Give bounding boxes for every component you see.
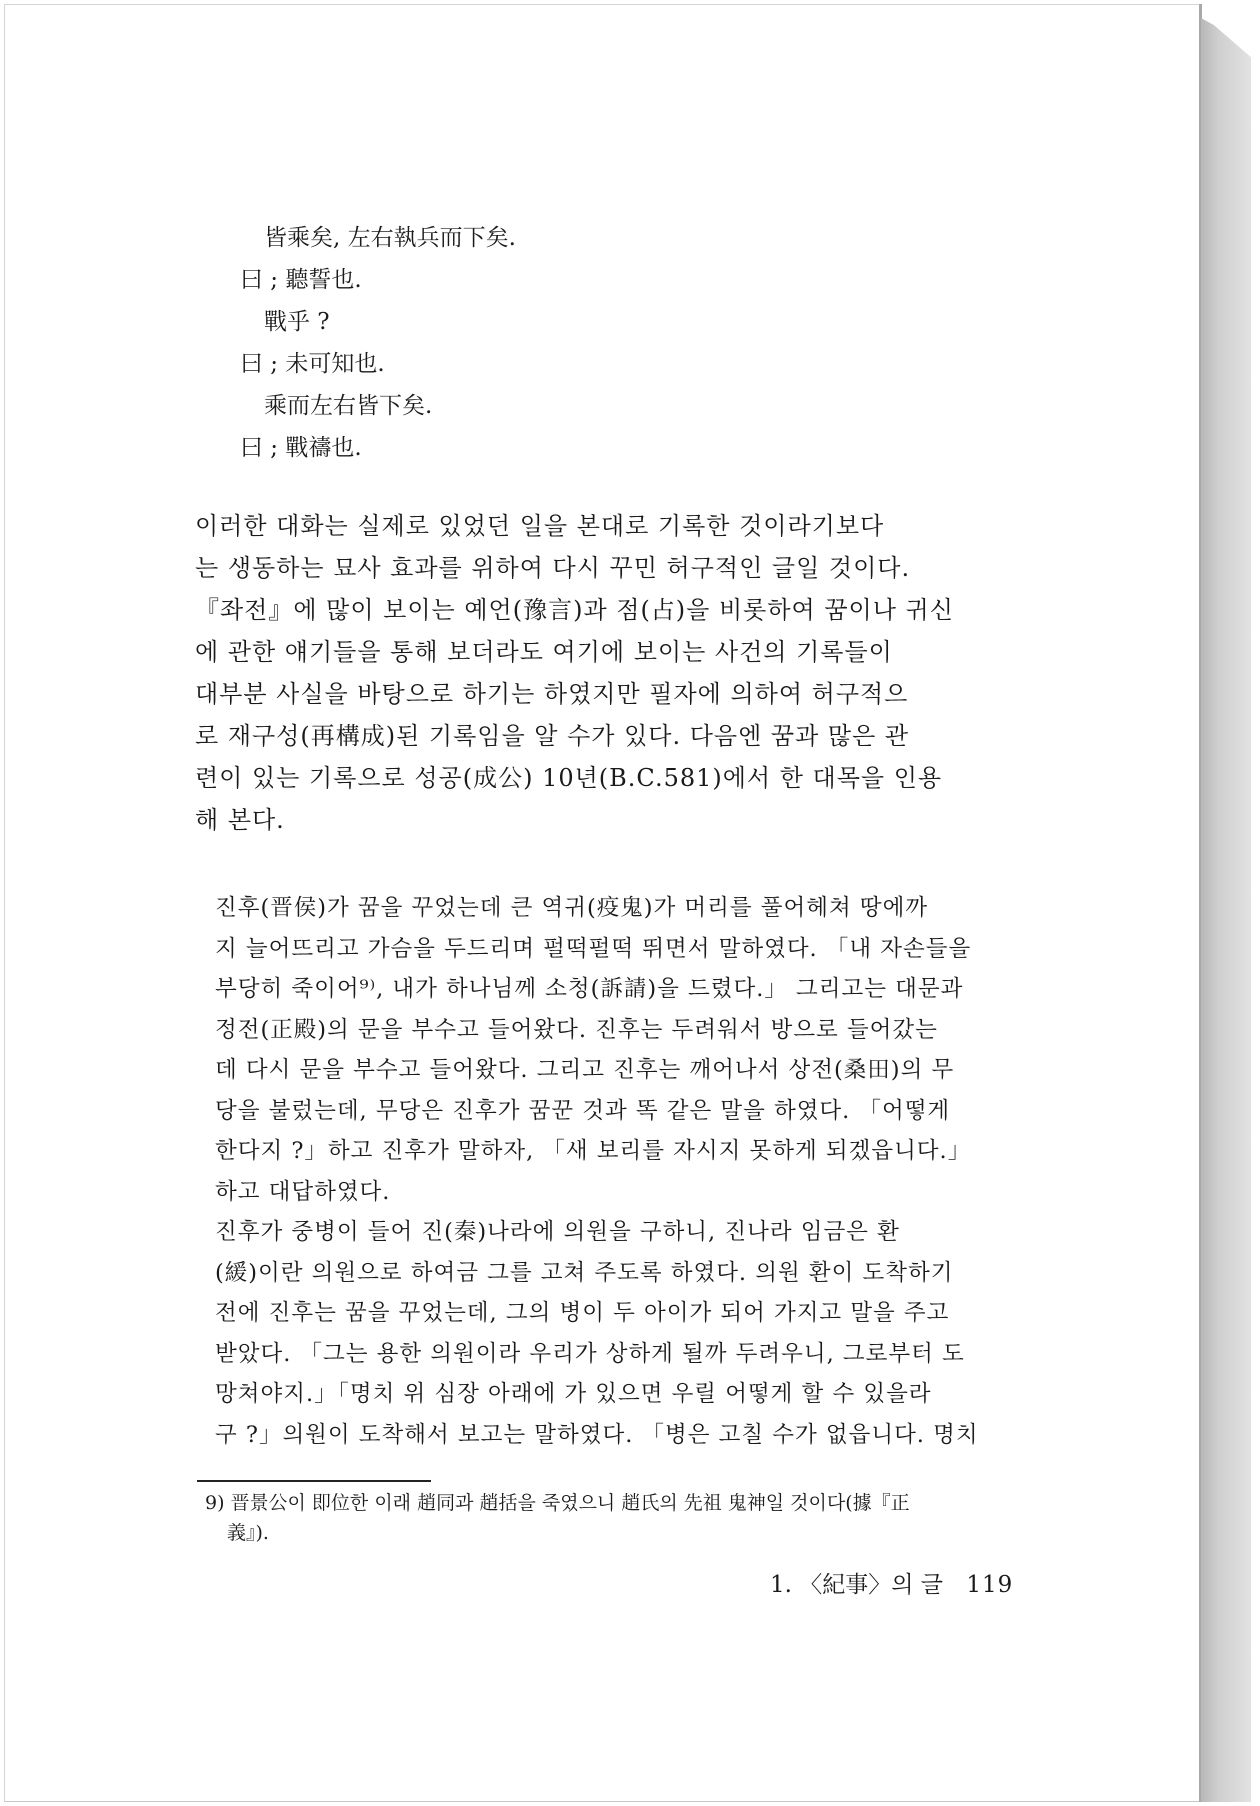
classical-chinese-quote xyxy=(240,217,516,469)
quote-line: 戰乎 ? xyxy=(264,309,330,335)
text-line: 진후가 중병이 들어 진(秦)나라에 의원을 구하니, 진나라 임금은 환 xyxy=(215,1219,900,1245)
running-footer xyxy=(770,1566,1013,1599)
footnote-rule xyxy=(197,1480,431,1482)
quote-line: 乘而左右皆下矣. xyxy=(264,393,433,419)
text-line: 데 다시 문을 부수고 들어왔다. 그리고 진후는 깨어나서 상전(桑田)의 무 xyxy=(215,1057,955,1083)
text-line: 련이 있는 기록으로 성공(成公) 10년(B.C.581)에서 한 대목을 인용 xyxy=(195,764,943,792)
text-line: 지 늘어뜨리고 가슴을 두드리며 펄떡펄떡 뛰면서 말하였다. 「내 자손들을 xyxy=(215,935,972,962)
translation-paragraph-2 xyxy=(215,1212,1015,1455)
text-line: 에 관한 얘기들을 통해 보더라도 여기에 보이는 사건의 기록들이 xyxy=(195,638,893,666)
translation-paragraph-1 xyxy=(215,888,1015,1212)
page-number: 119 xyxy=(966,1572,1014,1598)
text-line: 정전(正殿)의 문을 부수고 들어왔다. 진후는 두려워서 방으로 들어갔는 xyxy=(215,1016,938,1043)
text-line: 로 재구성(再構成)된 기록임을 알 수가 있다. 다음엔 꿈과 많은 관 xyxy=(195,722,910,750)
page-stack-edge xyxy=(1201,18,1251,1802)
quote-line: 曰 ; 未可知也. xyxy=(240,351,385,377)
running-title: 1. 〈紀事〉의 글 xyxy=(770,1572,944,1598)
footnote-line: 義』). xyxy=(227,1522,269,1544)
text-line: 한다지 ?」하고 진후가 말하자, 「새 보리를 자시지 못하게 되겠읍니다.」 xyxy=(215,1138,972,1164)
text-line: (緩)이란 의원으로 하여금 그를 고쳐 주도록 하였다. 의원 환이 도착하기 xyxy=(215,1259,954,1286)
text-line: 는 생동하는 묘사 효과를 위하여 다시 꾸민 허구적인 글일 것이다. xyxy=(195,554,911,582)
text-line: 구 ?」의원이 도착해서 보고는 말하였다. 「병은 고칠 수가 없읍니다. 명치 xyxy=(215,1421,979,1448)
text-line: 하고 대답하였다. xyxy=(215,1178,391,1205)
footnote xyxy=(205,1488,1025,1548)
text-line: 진후(晋侯)가 꿈을 꾸었는데 큰 역귀(疫鬼)가 머리를 풀어헤쳐 땅에까 xyxy=(215,895,929,921)
text-line: 해 본다. xyxy=(195,806,285,834)
commentary-paragraph xyxy=(195,505,1010,841)
text-line: 이러한 대화는 실제로 있었던 일을 본대로 기록한 것이라기보다 xyxy=(195,512,885,540)
text-line: 부당히 죽이어⁹⁾, 내가 하나님께 소청(訴請)을 드렸다.」 그리고는 대문과 xyxy=(215,976,964,1002)
text-line: 대부분 사실을 바탕으로 하기는 하였지만 필자에 의하여 허구적으 xyxy=(195,680,909,708)
text-line: 당을 불렀는데, 무당은 진후가 꿈꾼 것과 똑 같은 말을 하였다. 「어떻게 xyxy=(215,1097,951,1124)
text-line: 받았다. 「그는 용한 의원이라 우리가 상하게 될까 두려우니, 그로부터 도 xyxy=(215,1340,965,1367)
text-line: 『좌전』에 많이 보이는 예언(豫言)과 점(占)을 비롯하여 꿈이나 귀신 xyxy=(195,596,954,624)
text-line: 망쳐야지.」「명치 위 심장 아래에 가 있으면 우릴 어떻게 할 수 있을라 xyxy=(215,1381,932,1407)
footnote-line: 9) 晋景公이 即位한 이래 趙同과 趙括을 죽였으니 趙氏의 先祖 鬼神일 것이다(據『正 xyxy=(205,1492,910,1514)
quote-line: 皆乘矣, 左右執兵而下矣. xyxy=(264,225,516,251)
text-line: 전에 진후는 꿈을 꾸었는데, 그의 병이 두 아이가 되어 가지고 말을 주고 xyxy=(215,1300,950,1326)
quote-line: 曰 ; 聽誓也. xyxy=(240,267,362,293)
quote-line: 曰 ; 戰禱也. xyxy=(240,435,362,461)
